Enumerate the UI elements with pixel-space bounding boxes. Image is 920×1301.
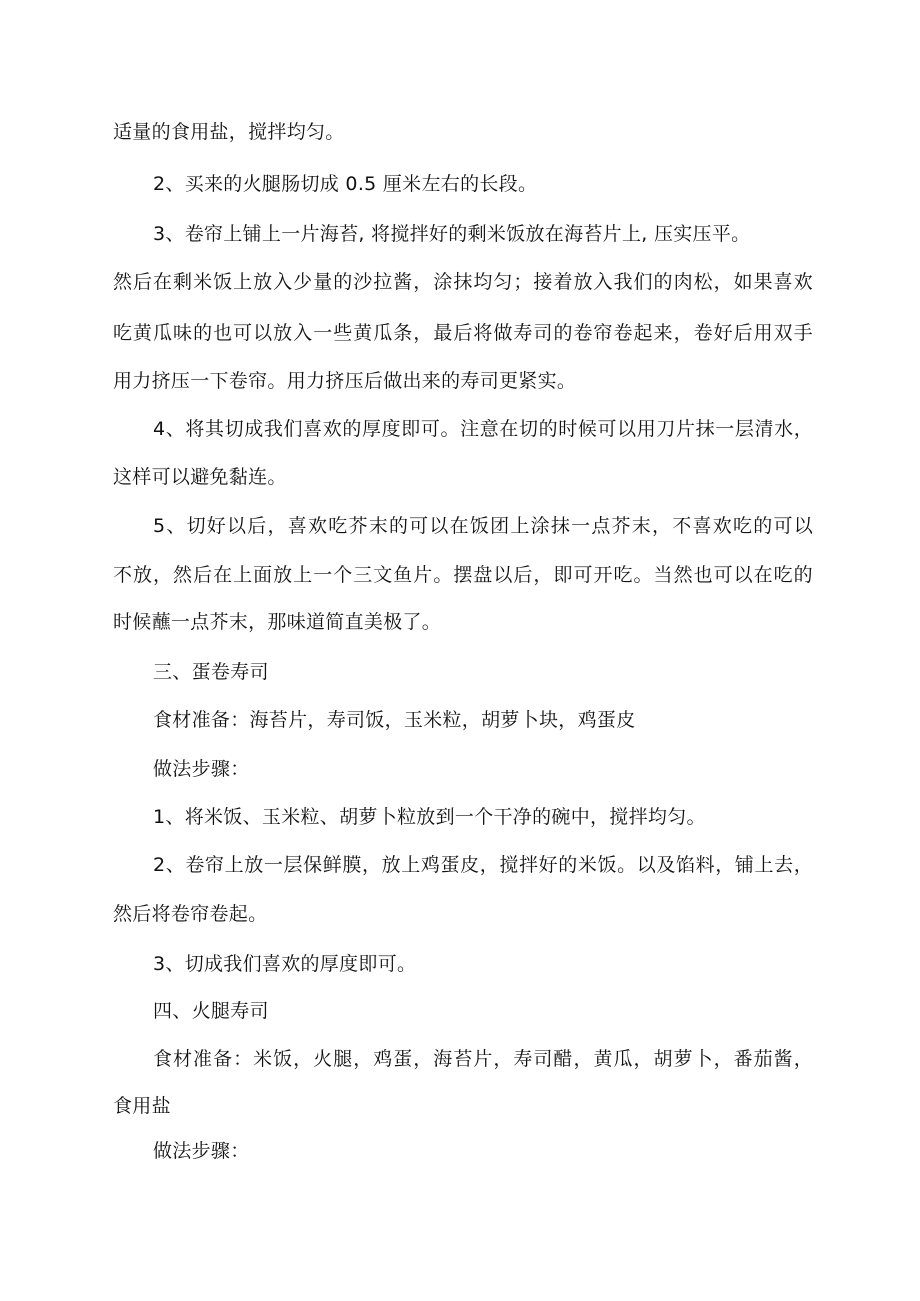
section-heading-ham-sushi: 四、火腿寿司 [153,1000,269,1022]
paragraph-line: 这样可以避免黏连。 [113,466,287,488]
paragraph-line: 食用盐 [113,1095,171,1117]
paragraph-line: 适量的食用盐，搅拌均匀。 [113,121,345,143]
ingredients-line: 食材准备：米饭，火腿，鸡蛋，海苔片，寿司醋，黄瓜，胡萝卜，番茄酱， [153,1048,813,1070]
step-4-line: 4、将其切成我们喜欢的厚度即可。注意在切的时候可以用刀片抹一层清水， [153,418,813,440]
paragraph-line: 时候蘸一点芥末，那味道简直美极了。 [113,611,442,633]
step-5-line: 5、切好以后，喜欢吃芥末的可以在饭团上涂抹一点芥末，不喜欢吃的可以 [153,515,813,537]
method-heading: 做法步骤： [153,1140,250,1162]
method-heading: 做法步骤： [153,758,250,780]
step-1-line: 1、将米饭、玉米粒、胡萝卜粒放到一个干净的碗中，搅拌均匀。 [153,806,706,828]
step-3-line: 3、切成我们喜欢的厚度即可。 [153,953,417,975]
section-heading-egg-roll-sushi: 三、蛋卷寿司 [153,661,269,683]
step-2-line: 2、卷帘上放一层保鲜膜，放上鸡蛋皮，搅拌好的米饭。以及馅料，铺上去， [153,854,813,876]
ingredients-line: 食材准备：海苔片，寿司饭，玉米粒，胡萝卜块，鸡蛋皮 [153,709,636,731]
step-3-line: 3、卷帘上铺上一片海苔, 将搅拌好的剩米饭放在海苔片上, 压实压平。 [153,223,751,245]
paragraph-line: 不放，然后在上面放上一个三文鱼片。摆盘以后，即可开吃。当然也可以在吃的 [113,564,813,586]
paragraph-line: 然后在剩米饭上放入少量的沙拉酱，涂抹均匀；接着放入我们的肉松，如果喜欢 [113,271,813,293]
paragraph-line: 吃黄瓜味的也可以放入一些黄瓜条，最后将做寿司的卷帘卷起来，卷好后用双手 [113,322,813,344]
paragraph-line: 用力挤压一下卷帘。用力挤压后做出来的寿司更紧实。 [113,370,577,392]
step-2-line: 2、买来的火腿肠切成 0.5 厘米左右的长段。 [153,173,538,195]
paragraph-line: 然后将卷帘卷起。 [113,903,268,925]
